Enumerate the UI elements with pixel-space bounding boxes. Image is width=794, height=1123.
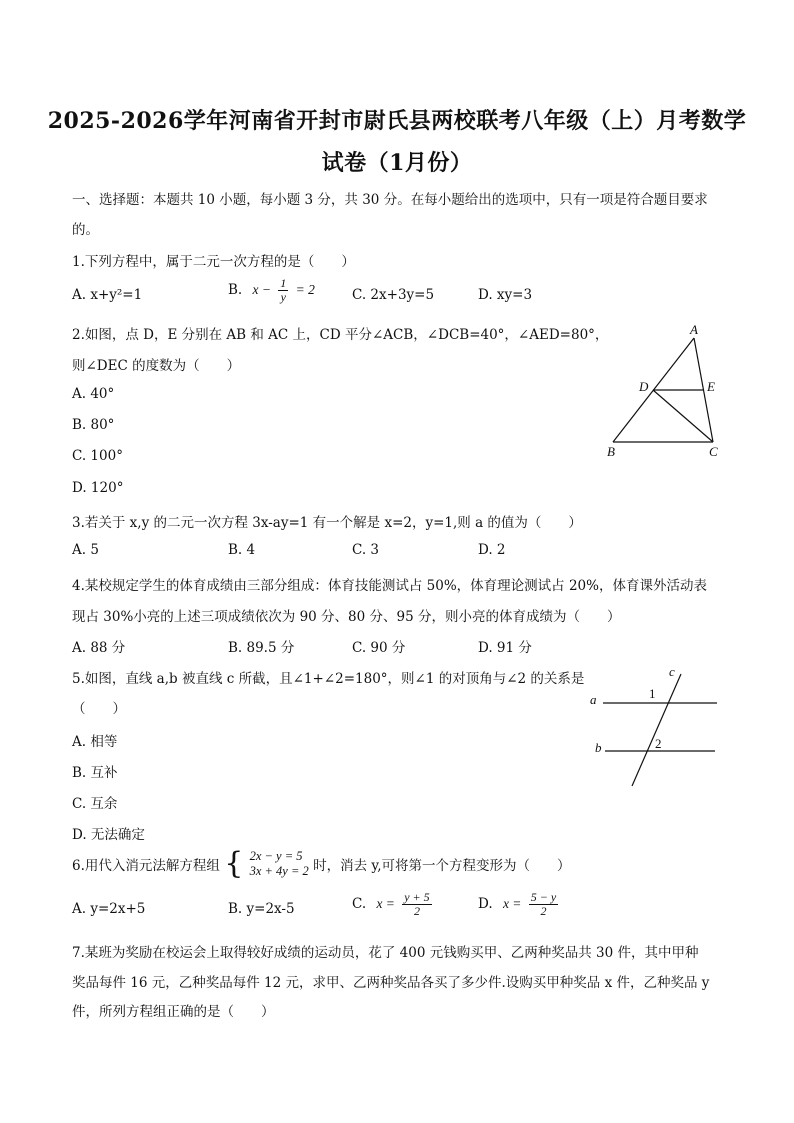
q7-stem-line1: 7.某班为奖励在校运会上取得较好成绩的运动员，花了 400 元钱购买甲、乙两种奖品共 30 件，其中甲种 bbox=[72, 945, 699, 961]
q4-stem-line2: 现占 30%小亮的上述三项成绩依次为 90 分、80 分、95 分，则小亮的体育成绩为（ ） bbox=[72, 609, 621, 625]
q6-option-c bbox=[352, 891, 435, 918]
q2-option-c: C. 100° bbox=[72, 448, 123, 464]
q6-stem-prefix: 6.用代入消元法解方程组 bbox=[72, 858, 220, 874]
q6-option-d-numerator: 5 − y bbox=[530, 890, 557, 904]
q3-option-c: C. 3 bbox=[352, 542, 380, 558]
q7-stem-line2: 奖品每件 16 元，乙种奖品每件 12 元，求甲、乙两种奖品各买了多少件.设购买甲种奖品 x 件，乙种奖品 y bbox=[72, 975, 710, 991]
q1-option-b-denominator: y bbox=[280, 290, 286, 304]
q6-stem-suffix: 时，消去 y,可将第一个方程变形为（ ） bbox=[313, 858, 571, 874]
q6-option-c-denominator: 2 bbox=[413, 904, 420, 918]
q5-stem-line1: 5.如图，直线 a,b 被直线 c 所截，且∠1+∠2=180°，则∠1 的对顶角与∠2 的关系是 bbox=[72, 671, 585, 687]
q5-option-b: B. 互补 bbox=[72, 765, 118, 781]
section-header-line2: 的。 bbox=[72, 222, 99, 238]
label-c: C bbox=[709, 444, 718, 459]
q6-option-a: A. y=2x+5 bbox=[72, 901, 146, 917]
q1-stem: 1.下列方程中，属于二元一次方程的是（ ） bbox=[72, 254, 355, 270]
label-c: c bbox=[669, 664, 675, 679]
q6-option-d bbox=[478, 891, 561, 918]
q3-option-a: A. 5 bbox=[72, 542, 99, 558]
q5-stem-line2: （ ） bbox=[72, 701, 126, 717]
q6-option-b: B. y=2x-5 bbox=[228, 901, 295, 917]
q1-option-c: C. 2x+3y=5 bbox=[352, 287, 435, 303]
q6-equation-1: 2x − y = 5 bbox=[249, 849, 303, 863]
q6-option-d-fraction bbox=[529, 891, 558, 918]
q6-equation-system bbox=[250, 849, 309, 879]
q1-option-d: D. xy=3 bbox=[478, 287, 533, 303]
angle-1-label: 1 bbox=[649, 686, 656, 701]
q1-option-b-rhs: = 2 bbox=[295, 282, 315, 297]
q6-option-c-fraction bbox=[402, 891, 431, 918]
label-e: E bbox=[707, 379, 715, 394]
q5-parallel-lines-figure bbox=[585, 662, 725, 792]
label-d: D bbox=[639, 379, 649, 394]
q6-equation-2: 3x + 4y = 2 bbox=[249, 864, 309, 878]
q5-option-d: D. 无法确定 bbox=[72, 827, 145, 843]
q4-stem-line1: 4.某校规定学生的体育成绩由三部分组成：体育技能测试占 50%，体育理论测试占 20%，体育课外活动表 bbox=[72, 578, 707, 594]
q7-stem-line3: 件，所列方程组正确的是（ ） bbox=[72, 1004, 275, 1020]
q4-option-d: D. 91 分 bbox=[478, 640, 532, 656]
section-header-line1: 一、选择题：本题共 10 小题，每小题 3 分，共 30 分。在每小题给出的选项中，只有一项是符合题目要求 bbox=[72, 192, 708, 208]
q1-option-b bbox=[228, 277, 315, 304]
q3-stem: 3.若关于 x,y 的二元一次方程 3x-ay=1 有一个解是 x=2，y=1,则 a 的值为（ ） bbox=[72, 515, 582, 531]
system-brace-icon: { bbox=[224, 846, 244, 881]
q6-stem bbox=[72, 846, 571, 881]
q3-option-d: D. 2 bbox=[478, 542, 506, 558]
angle-2-label: 2 bbox=[655, 736, 662, 751]
label-b: B bbox=[607, 444, 615, 459]
q6-option-d-lhs: x = bbox=[502, 896, 522, 911]
label-a: A bbox=[690, 322, 698, 337]
q2-option-a: A. 40° bbox=[72, 386, 115, 402]
q1-option-b-fraction bbox=[278, 277, 288, 304]
q6-option-c-label: C. bbox=[352, 896, 367, 912]
q4-option-a: A. 88 分 bbox=[72, 640, 126, 656]
q2-triangle-figure bbox=[595, 318, 735, 463]
q3-option-b: B. 4 bbox=[228, 542, 256, 558]
q1-option-b-lhs: x − bbox=[252, 282, 271, 297]
q1-option-a: A. x+y²=1 bbox=[72, 287, 143, 303]
q5-option-c: C. 互余 bbox=[72, 796, 118, 812]
q6-option-c-numerator: y + 5 bbox=[404, 890, 430, 904]
q6-option-c-lhs: x = bbox=[376, 896, 395, 911]
page-title-line2: 试卷（1月份） bbox=[321, 150, 473, 176]
q4-option-c: C. 90 分 bbox=[352, 640, 406, 656]
q1-option-b-numerator: 1 bbox=[280, 276, 287, 290]
line-c bbox=[632, 674, 681, 786]
q2-stem-line1: 2.如图，点 D，E 分别在 AB 和 AC 上，CD 平分∠ACB，∠DCB=40°，∠AED=80°， bbox=[72, 327, 609, 343]
q2-option-d: D. 120° bbox=[72, 480, 124, 496]
label-a: a bbox=[590, 692, 597, 707]
page-title-line1: 2025-2026学年河南省开封市尉氏县两校联考八年级（上）月考数学 bbox=[47, 108, 747, 134]
segment-dc bbox=[653, 390, 713, 442]
q1-option-b-label: B. bbox=[228, 282, 243, 298]
q2-option-b: B. 80° bbox=[72, 417, 115, 433]
q6-option-d-label: D. bbox=[478, 896, 493, 912]
q6-option-d-denominator: 2 bbox=[540, 904, 547, 918]
q4-option-b: B. 89.5 分 bbox=[228, 640, 295, 656]
q2-stem-line2: 则∠DEC 的度数为（ ） bbox=[72, 358, 241, 374]
label-b: b bbox=[595, 740, 602, 755]
q5-option-a: A. 相等 bbox=[72, 734, 118, 750]
